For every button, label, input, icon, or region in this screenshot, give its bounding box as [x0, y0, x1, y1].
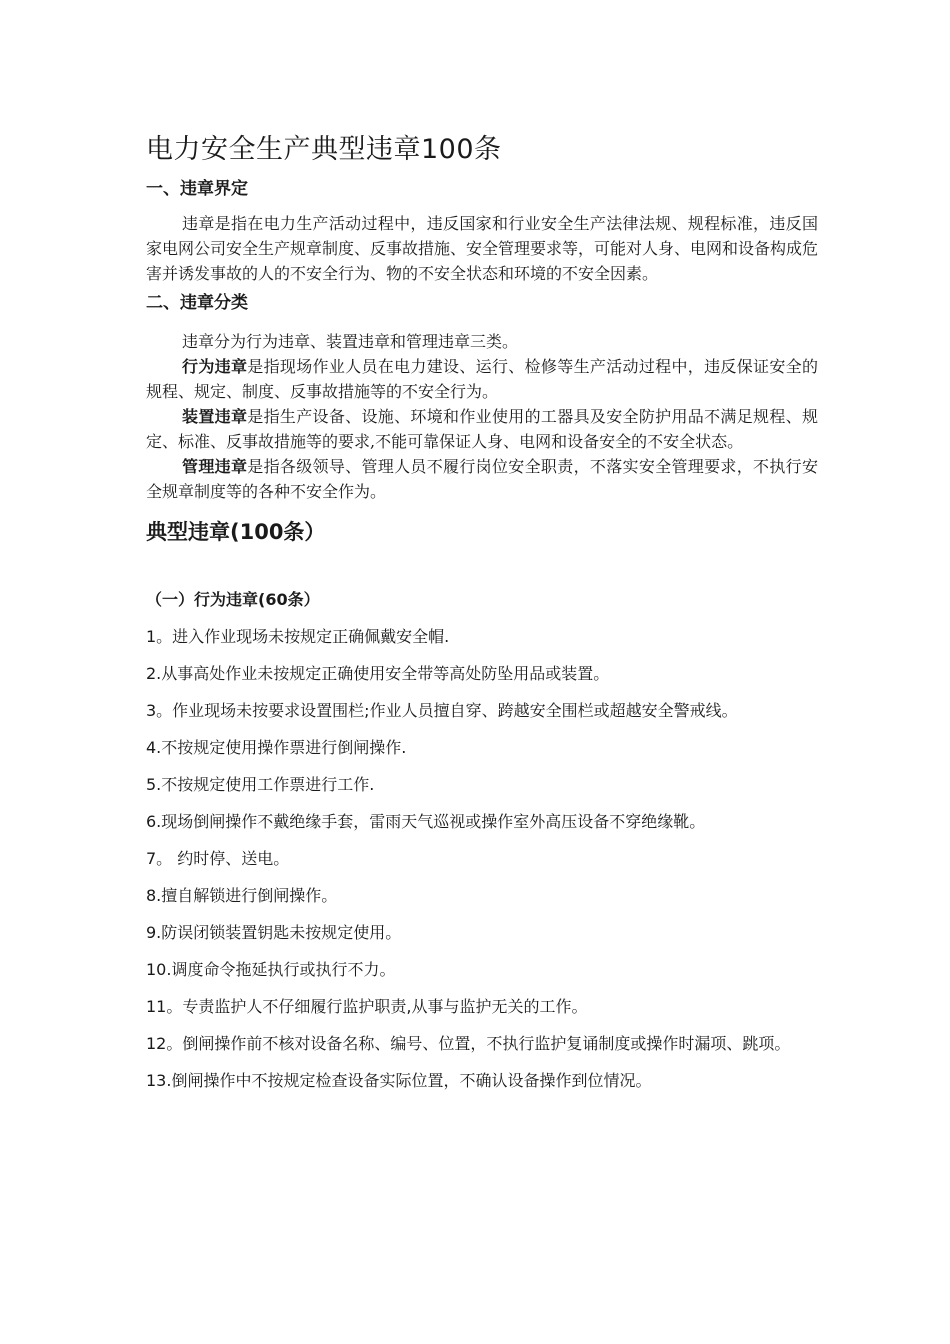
section-heading-definition: 一、违章界定 [146, 179, 248, 199]
list-item: 10.调度命令拖延执行或执行不力。 [146, 960, 396, 979]
term-device-violation: 装置违章 [182, 407, 248, 426]
list-item: 2.从事高处作业未按规定正确使用安全带等高处防坠用品或装置。 [146, 664, 610, 683]
list-item: 3。作业现场未按要求设置围栏;作业人员擅自穿、跨越安全围栏或超越安全警戒线。 [146, 701, 738, 720]
term-management-violation: 管理违章 [182, 457, 248, 476]
violation-list [146, 624, 818, 1093]
definition-behavior-violation [146, 354, 818, 404]
list-item: 5.不按规定使用工作票进行工作. [146, 775, 375, 794]
document-title: 电力安全生产典型违章100条 [146, 134, 502, 165]
definition-management-violation [146, 454, 818, 504]
list-item: 4.不按规定使用操作票进行倒闸操作. [146, 738, 407, 757]
typical-violations-heading: 典型违章(100条） [146, 520, 326, 544]
document-page [146, 130, 818, 1093]
classification-intro: 违章分为行为违章、装置违章和管理违章三类。 [182, 332, 519, 351]
list-item: 13.倒闸操作中不按规定检查设备实际位置，不确认设备操作到位情况。 [146, 1071, 652, 1090]
list-item: 8.擅自解锁进行倒闸操作。 [146, 886, 338, 905]
definition-text: 是指现场作业人员在电力建设、运行、检修等生产活动过程中，违反保证安全的规程、规定、制度、反事故措施等的不安全行为。 [146, 357, 818, 401]
definition-paragraph: 违章是指在电力生产活动过程中，违反国家和行业安全生产法律法规、规程标准，违反国家电网公司安全生产规章制度、反事故措施、安全管理要求等，可能对人身、电网和设备构成危害并诱发事故的人的不安全行为、物的不安全状态和环境的不安全因素。 [146, 214, 819, 283]
list-item: 11。专责监护人不仔细履行监护职责,从事与监护无关的工作。 [146, 997, 588, 1016]
term-behavior-violation: 行为违章 [182, 357, 248, 376]
definition-device-violation [146, 404, 818, 454]
behavior-violations-subheading: （一）行为违章(60条） [146, 590, 320, 609]
definition-text: 是指各级领导、管理人员不履行岗位安全职责，不落实安全管理要求，不执行安全规章制度等的各种不安全作为。 [146, 457, 818, 501]
list-item: 6.现场倒闸操作不戴绝缘手套，雷雨天气巡视或操作室外高压设备不穿绝缘靴。 [146, 812, 706, 831]
list-item: 12。倒闸操作前不核对设备名称、编号、位置，不执行监护复诵制度或操作时漏项、跳项。 [146, 1034, 791, 1053]
list-item: 7。 约时停、送电。 [146, 849, 290, 868]
section-heading-classification: 二、违章分类 [146, 293, 248, 313]
definition-text: 是指生产设备、设施、环境和作业使用的工器具及安全防护用品不满足规程、规定、标准、反事故措施等的要求,不能可靠保证人身、电网和设备安全的不安全状态。 [146, 407, 818, 451]
list-item: 1。进入作业现场未按规定正确佩戴安全帽. [146, 627, 450, 646]
list-item: 9.防误闭锁装置钥匙未按规定使用。 [146, 923, 402, 942]
